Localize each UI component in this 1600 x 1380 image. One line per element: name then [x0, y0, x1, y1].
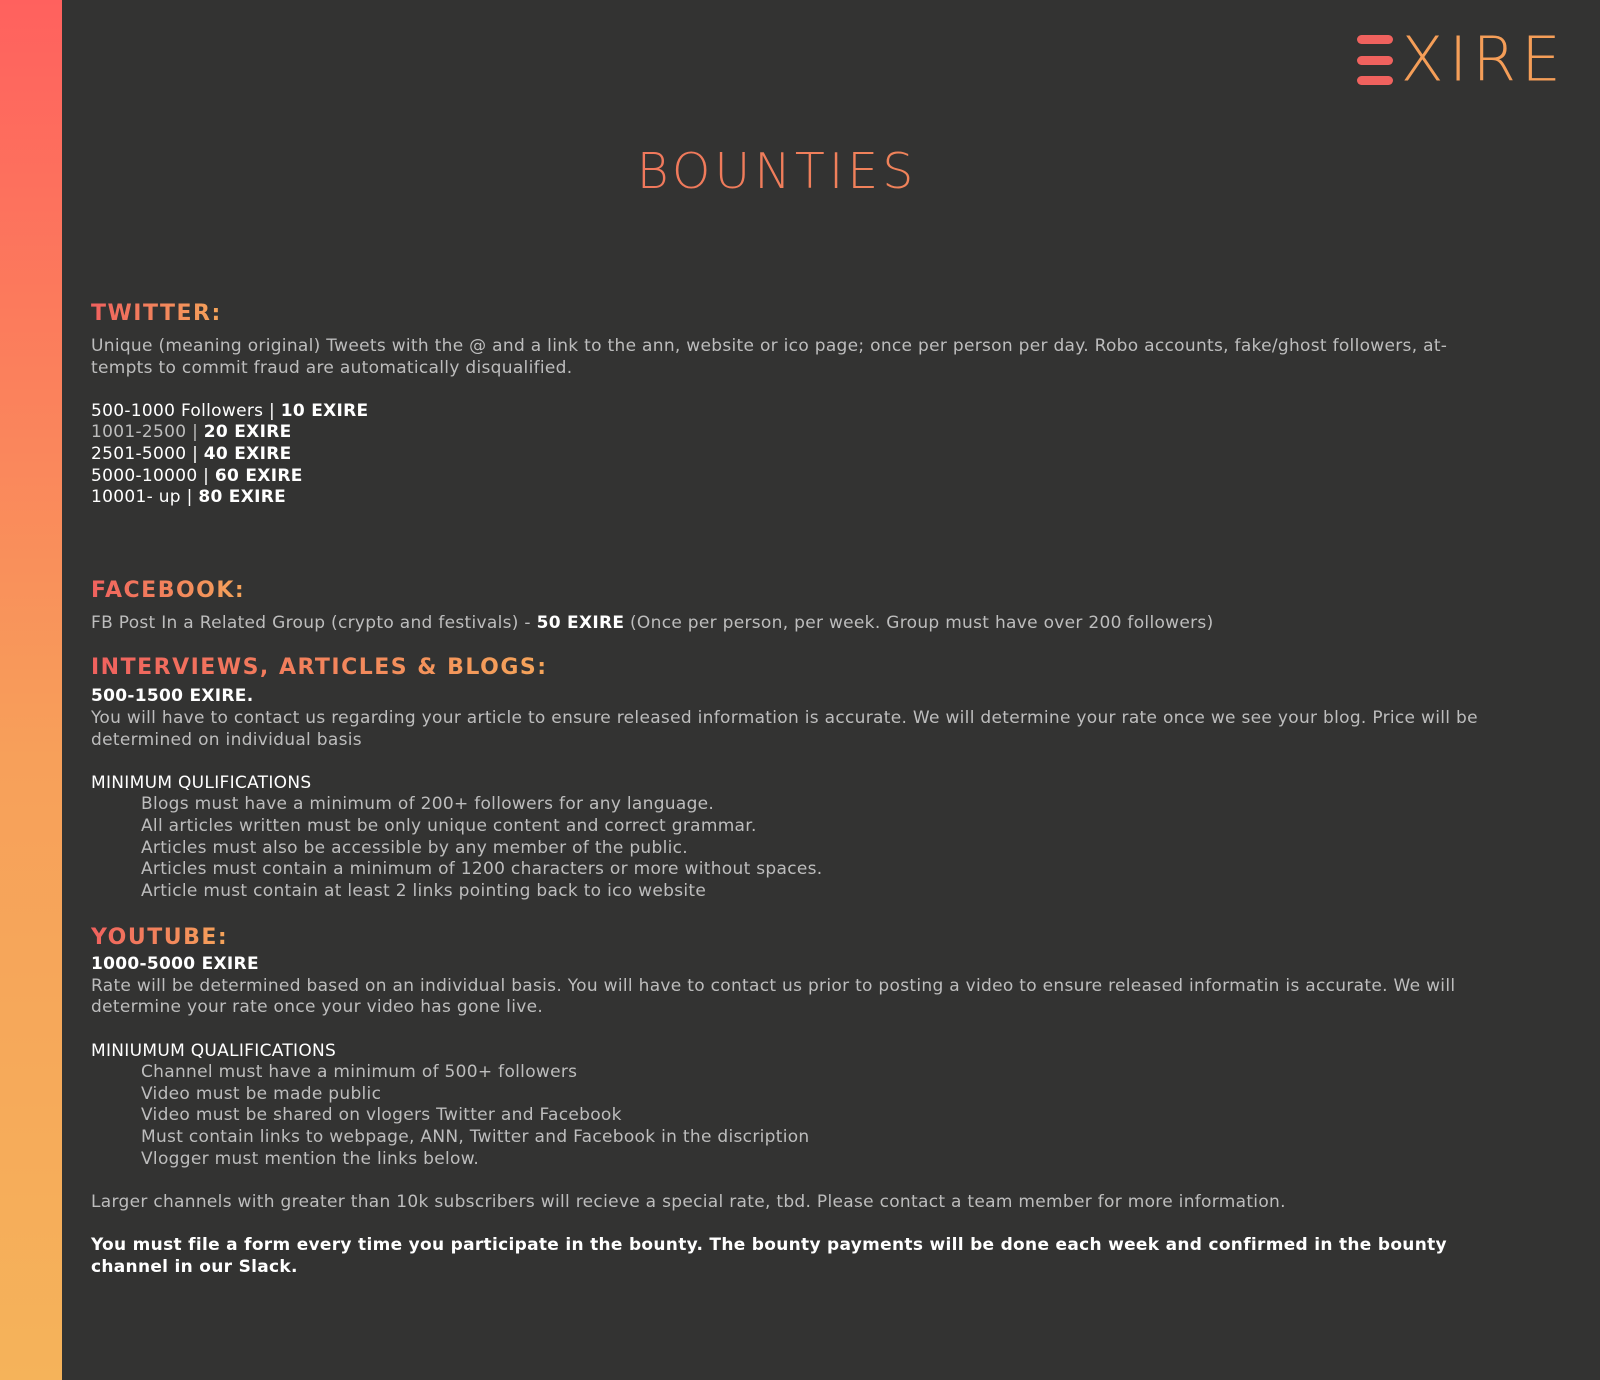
- youtube-heading: YOUTUBE:: [91, 925, 229, 951]
- twitter-tier: 1001-2500 | 20 EXIRE: [91, 422, 292, 443]
- list-item: Article must contain at least 2 links pointing back to ico website: [141, 880, 707, 901]
- youtube-description: Rate will be determined based on an individual basis. You will have to contact us prior to posting a video to ensure released informatin is accurate. We will determine your rate once your video has gone live.: [91, 975, 1456, 1018]
- list-item: Video must be shared on vlogers Twitter and Facebook: [141, 1105, 622, 1126]
- youtube-reward: 1000-5000 EXIRE: [91, 954, 259, 975]
- twitter-tier: 10001- up | 80 EXIRE: [91, 487, 287, 508]
- youtube-qualifications-heading: MINIUMUM QUALIFICATIONS: [91, 1040, 337, 1061]
- twitter-tier: 2501-5000 | 40 EXIRE: [91, 443, 292, 464]
- logo-text: XIRE: [1400, 23, 1566, 96]
- twitter-tier: 5000-10000 | 60 EXIRE: [91, 465, 303, 486]
- page-title: BOUNTIES: [62, 142, 1492, 202]
- bounty-content: [91, 276, 1491, 1278]
- articles-heading: INTERVIEWS, ARTICLES & BLOGS:: [91, 655, 548, 681]
- three-bar-e-mark-icon: [1357, 35, 1393, 85]
- twitter-tier: 500-1000 Followers | 10 EXIRE: [91, 400, 369, 421]
- side-gradient-bar: [0, 0, 62, 1380]
- articles-qualifications-heading: MINIMUM QULIFICATIONS: [91, 772, 312, 793]
- large-channels-note: Larger channels with greater than 10k subscribers will recieve a special rate, tbd. Please contact a team member for more information.: [91, 1191, 1286, 1212]
- list-item: Blogs must have a minimum of 200+ followers for any language.: [141, 794, 715, 815]
- twitter-heading: TWITTER:: [91, 301, 222, 326]
- list-item: Vlogger must mention the links below.: [141, 1148, 480, 1169]
- list-item: Articles must also be accessible by any member of the public.: [141, 837, 688, 858]
- bounty-form-note: You must file a form every time you participate in the bounty. The bounty payments will be done each week and confirmed in the bounty channel in our Slack.: [91, 1235, 1447, 1277]
- twitter-tier-list: [91, 401, 1491, 509]
- list-item: Articles must contain a minimum of 1200 characters or more without spaces.: [141, 859, 823, 880]
- facebook-description: FB Post In a Related Group (crypto and festivals) - 50 EXIRE (Once per person, per week. Group must have over 200 followers): [91, 612, 1214, 633]
- brand-logo: [1357, 23, 1566, 96]
- articles-reward: 500-1500 EXIRE.: [91, 686, 254, 707]
- youtube-qualifications-list: [91, 1062, 1491, 1170]
- articles-description: You will have to contact us regarding your article to ensure released information is accurate. We will determine your rate once we see your blog. Price will be determined on individual basis: [91, 707, 1478, 750]
- list-item: Video must be made public: [141, 1083, 382, 1104]
- twitter-description: Unique (meaning original) Tweets with the @ and a link to the ann, website or ico page; once per person per day. Robo accounts, fake/ghost followers, at-tempts to commit fraud are automatically disqualified.: [91, 336, 1448, 378]
- list-item: All articles written must be only unique content and correct grammar.: [141, 815, 757, 836]
- list-item: Must contain links to webpage, ANN, Twitter and Facebook in the discription: [141, 1127, 810, 1148]
- articles-qualifications-list: [91, 794, 1491, 902]
- list-item: Channel must have a minimum of 500+ followers: [141, 1062, 578, 1083]
- facebook-heading: FACEBOOK:: [91, 577, 246, 603]
